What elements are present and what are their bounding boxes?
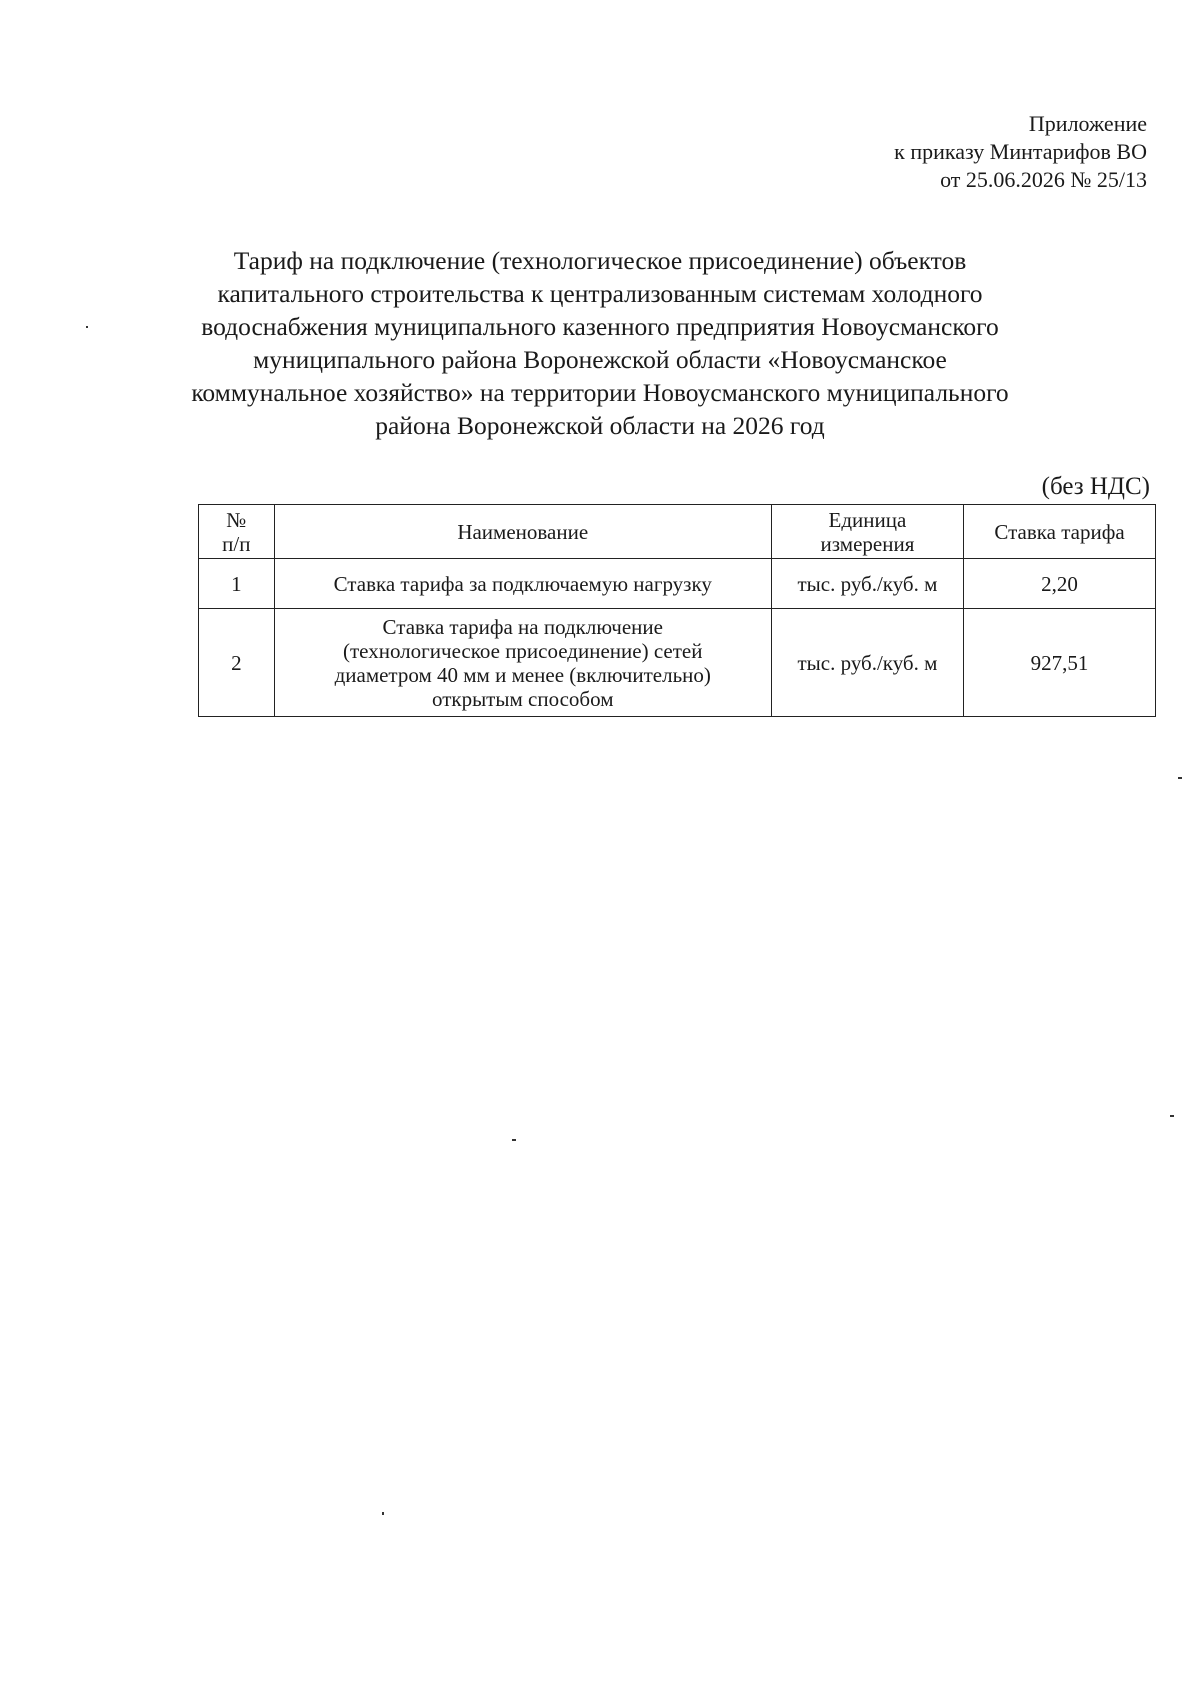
cell-num: 2 — [199, 609, 275, 717]
cell-rate: 927,51 — [964, 609, 1156, 717]
header-unit-line: измерения — [820, 531, 915, 556]
annex-line: к приказу Минтарифов ВО — [894, 139, 1147, 164]
cell-name — [274, 609, 771, 717]
title-line: района Воронежской области на 2026 год — [375, 411, 825, 440]
title-line: Тариф на подключение (технологическое присоединение) объектов — [233, 246, 967, 275]
scan-speck — [86, 326, 88, 328]
table-row — [199, 609, 1156, 717]
cell-name-line: Ставка тарифа на подключение — [382, 614, 663, 639]
cell-name-line: открытым способом — [431, 686, 614, 711]
annex-block — [894, 110, 1147, 194]
annex-line: Приложение — [1028, 111, 1147, 136]
header-unit — [771, 505, 963, 559]
cell-unit: тыс. руб./куб. м — [771, 559, 963, 609]
table-header-row — [199, 505, 1156, 559]
header-num-line: № — [226, 507, 247, 532]
cell-num: 1 — [199, 559, 275, 609]
cell-unit: тыс. руб./куб. м — [771, 609, 963, 717]
header-name: Наименование — [274, 505, 771, 559]
header-num-line: п/п — [222, 531, 251, 556]
header-rate: Ставка тарифа — [964, 505, 1156, 559]
vat-note: (без НДС) — [1041, 473, 1150, 500]
title-line: коммунальное хозяйство» на территории Новоусманского муниципального — [191, 378, 1009, 407]
scan-speck — [1178, 777, 1182, 779]
cell-name-line: (технологическое присоединение) сетей — [343, 638, 703, 663]
cell-name-line: диаметром 40 мм и менее (включительно) — [334, 662, 711, 687]
document-title — [150, 244, 1050, 442]
tariff-table — [198, 504, 1156, 717]
cell-name-line: Ставка тарифа за подключаемую нагрузку — [333, 571, 712, 596]
title-line: муниципального района Воронежской области «Новоусманское — [253, 345, 947, 374]
scan-speck — [382, 1512, 384, 1515]
table-row — [199, 559, 1156, 609]
title-line: капитального строительства к централизованным системам холодного — [217, 279, 983, 308]
cell-name — [274, 559, 771, 609]
scan-speck — [1170, 1115, 1174, 1117]
annex-line: от 25.06.2026 № 25/13 — [940, 167, 1147, 192]
header-unit-line: Единица — [828, 507, 907, 532]
cell-rate: 2,20 — [964, 559, 1156, 609]
title-line: водоснабжения муниципального казенного предприятия Новоусманского — [201, 312, 999, 341]
header-num — [199, 505, 275, 559]
scan-speck — [512, 1139, 516, 1141]
